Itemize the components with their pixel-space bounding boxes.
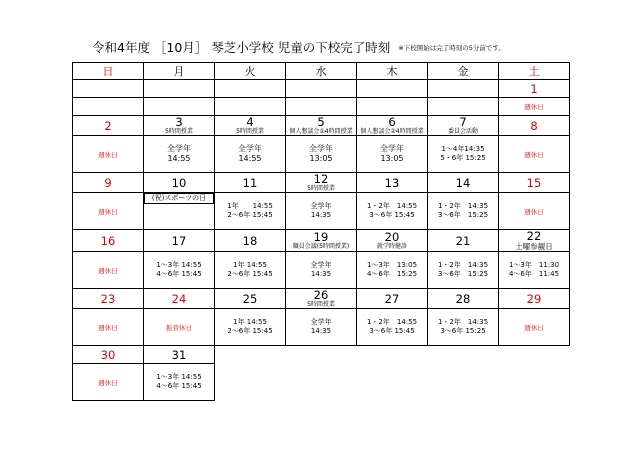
weekday-fri: 金 [428,63,499,80]
time-cell: 全学年 13:05 [357,136,428,173]
date-cell: 12 5時間授業 [286,173,357,193]
holiday-cell: 週休日 [73,193,144,230]
week2-date-row [73,173,570,193]
time-cell: 1～3年 14:55 4～6年 15:45 [144,252,215,289]
time-cell: 全学年 14:35 [286,252,357,289]
date-cell: 5 個人懇談会①4時間授業 [286,116,357,136]
week1-info-row [73,136,570,173]
weekday-sun: 日 [73,63,144,80]
date-cell: 26 5時間授業 [286,289,357,309]
date-cell: 6 個人懇談会②4時間授業 [357,116,428,136]
week3-info-row [73,252,570,289]
time-cell: 1・2年 14:55 3～6年 15:45 [357,193,428,230]
time-cell: 1～3年 13:05 4～6年 15:25 [357,252,428,289]
time-cell: 1～3年 11:30 4～6年 11:45 [499,252,570,289]
date-cell: 22 土曜参観日 [499,230,570,252]
time-cell: 全学年 14:55 [215,136,286,173]
time-cell: 1年 14:55 2～6年 15:45 [215,193,286,230]
date-cell: 18 [215,230,286,252]
week0-date-row [73,80,570,98]
holiday-cell: 週休日 [73,309,144,346]
holiday-cell: 週休日 [499,136,570,173]
time-cell: 全学年 14:35 [286,193,357,230]
time-cell: 全学年 14:35 [286,309,357,346]
weekday-thu: 木 [357,63,428,80]
date-cell: 15 [499,173,570,193]
week0-info-row [73,98,570,116]
date-cell: 2 [73,116,144,136]
time-cell: 1・2年 14:35 3～6年 15:25 [428,252,499,289]
date-cell: 14 [428,173,499,193]
holiday-cell: 週休日 [73,136,144,173]
date-cell: 1 [499,80,570,98]
time-cell: 1～4年14:35 5・6年 15:25 [428,136,499,173]
week5-info-row [73,364,570,401]
date-cell: 28 [428,289,499,309]
week4-info-row [73,309,570,346]
weekday-mon: 月 [144,63,215,80]
title-text: 令和4年度 ［10月］ 琴芝小学校 児童の下校完了時刻 [92,40,391,55]
date-cell: 30 [73,346,144,364]
date-cell: 24 [144,289,215,309]
date-cell: 9 [73,173,144,193]
week1-date-row [73,116,570,136]
holiday-cell: 週休日 [73,252,144,289]
date-cell: 3 5時間授業 [144,116,215,136]
time-cell: 1年 14:55 2～6年 15:45 [215,252,286,289]
date-cell: 19 職員会議(5時間授業) [286,230,357,252]
date-cell: 7 委員会活動 [428,116,499,136]
time-cell: 1・2年 14:55 3～6年 15:45 [357,309,428,346]
week2-info-row [73,193,570,230]
weekday-header-row [73,63,570,80]
time-cell: 全学年 13:05 [286,136,357,173]
holiday-cell: 週休日 [499,309,570,346]
date-cell: 23 [73,289,144,309]
holiday-cell: 週休日 [499,193,570,230]
date-cell: 25 [215,289,286,309]
weekday-tue: 火 [215,63,286,80]
time-cell: 1～3年 14:55 4～6年 15:45 [144,364,215,401]
time-cell: 1・2年 14:35 3～6年 15:25 [428,309,499,346]
week4-date-row [73,289,570,309]
page-title [92,38,505,56]
date-cell: 21 [428,230,499,252]
date-cell: 17 [144,230,215,252]
date-cell: 29 [499,289,570,309]
week5-date-row [73,346,570,364]
holiday-cell: 週休日 [499,98,570,116]
time-cell: 全学年 14:55 [144,136,215,173]
date-cell: 16 [73,230,144,252]
substitute-holiday-cell: 振替休日 [144,309,215,346]
calendar-table [72,62,570,401]
holiday-cell: 週休日 [73,364,144,401]
date-cell: 20 就学時健診 [357,230,428,252]
week3-date-row [73,230,570,252]
date-cell: 4 5時間授業 [215,116,286,136]
date-cell: 10 [144,173,215,193]
public-holiday-cell: (祝)スポーツの日 [144,193,214,204]
date-cell: 13 [357,173,428,193]
time-cell: 1・2年 14:35 3～6年 15:25 [428,193,499,230]
date-cell: 11 [215,173,286,193]
time-cell: 1年 14:55 2～6年 15:45 [215,309,286,346]
date-cell: 31 [144,346,215,364]
date-cell: 8 [499,116,570,136]
weekday-wed: 水 [286,63,357,80]
weekday-sat: 土 [499,63,570,80]
title-note: ※下校開始は完了時刻の5分前です。 [398,44,505,52]
date-cell: 27 [357,289,428,309]
